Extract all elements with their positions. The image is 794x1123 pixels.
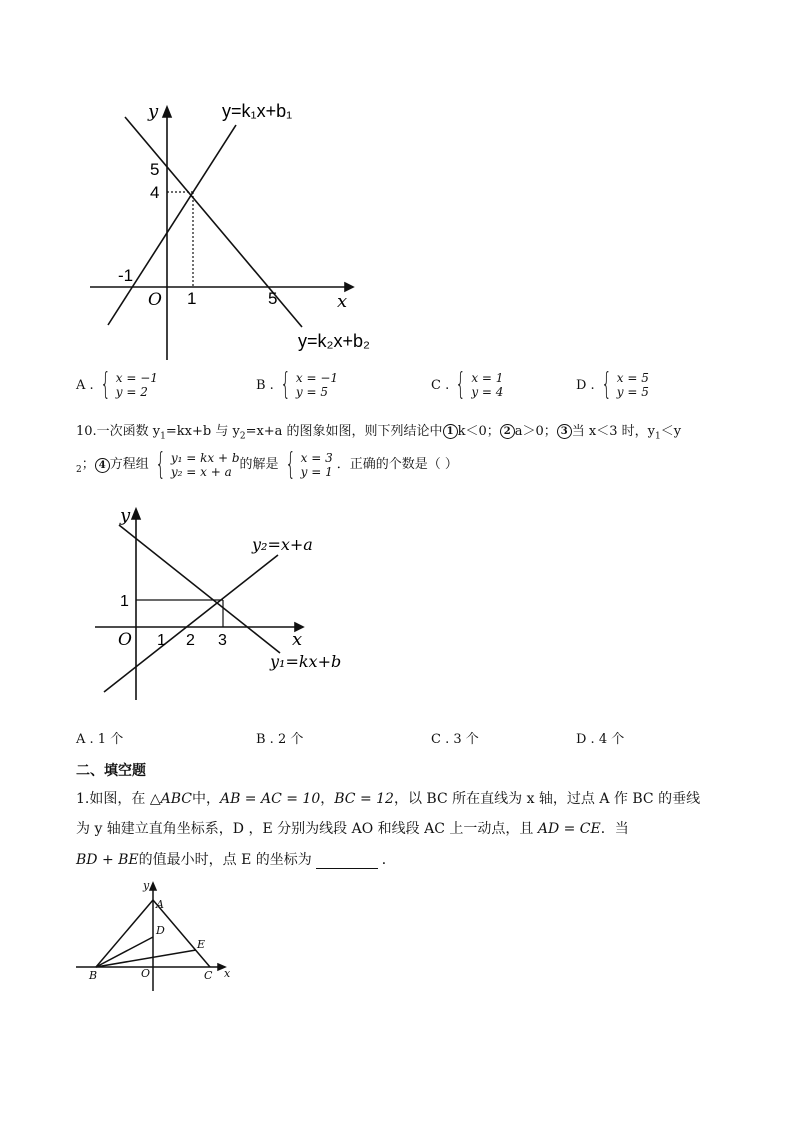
fig2-tick-3: 3 bbox=[218, 632, 227, 649]
brace: { bbox=[155, 447, 166, 482]
system: x = −1 y = 5 bbox=[295, 371, 339, 399]
fig1-line2-label: y=k₂x+b₂ bbox=[298, 331, 371, 351]
answer-blank[interactable] bbox=[316, 854, 378, 869]
label-c: C bbox=[204, 969, 213, 982]
fig1-origin: O bbox=[148, 290, 162, 310]
system-1: y₁ = kx + b y₂ = x + a bbox=[170, 451, 240, 479]
fig1-x-label: x bbox=[337, 291, 348, 312]
q1-line1: 1.如图，在 △ABC中，AB = AC = 10，BC = 12，以 BC 所在直线为 x 轴，过点 A 作 BC 的垂线 bbox=[76, 791, 701, 807]
line-y2 bbox=[104, 555, 278, 692]
fig2-tick-2: 2 bbox=[186, 632, 195, 649]
y-arrow bbox=[150, 883, 156, 890]
label-o: O bbox=[141, 967, 151, 980]
q9-option-a[interactable] bbox=[76, 367, 158, 402]
fig2-y-label: y bbox=[120, 505, 131, 526]
fig1-tick-4: 4 bbox=[150, 183, 160, 202]
x-arrow bbox=[345, 283, 353, 291]
fig2-line-b-label: y₁=kx+b bbox=[270, 652, 342, 671]
option-label: D . bbox=[576, 377, 595, 393]
option-label: A . bbox=[76, 377, 94, 393]
label-y: y bbox=[143, 879, 150, 892]
q10-option-c[interactable]: C . 3 个 bbox=[431, 732, 479, 747]
brace: { bbox=[455, 367, 467, 402]
fig1-y-label: y bbox=[148, 101, 159, 122]
figure-two-lines bbox=[80, 95, 400, 370]
system-2: x = 3 y = 1 bbox=[300, 451, 333, 479]
side-ab bbox=[96, 900, 153, 967]
option-label: C . bbox=[431, 377, 450, 393]
fig2-line-a-label: y₂=x+a bbox=[252, 535, 313, 554]
q10-option-a[interactable]: A . 1 个 bbox=[76, 732, 124, 747]
system: x = 1 y = 4 bbox=[471, 371, 504, 399]
figure-triangle bbox=[70, 878, 240, 998]
fig2-origin: O bbox=[118, 630, 132, 650]
option-label: B . bbox=[256, 377, 274, 393]
brace: { bbox=[280, 367, 291, 402]
q1-line2: 为 y 轴建立直角坐标系，D ，E 分别为线段 AO 和线段 AC 上一动点，且 AD = CE．当 bbox=[76, 821, 629, 837]
label-a: A bbox=[156, 898, 164, 911]
label-e: E bbox=[197, 938, 206, 951]
fig1-tick-1: 1 bbox=[187, 289, 197, 308]
q9-option-d[interactable] bbox=[576, 367, 649, 402]
q10-line1: 10.一次函数 $y_1=kx+b$ 与 $y_2=x+a$ 的图象如图，则下列结论中 1 k＜0； 2 a＞0； 3 当 x＜3 时，$y_1<y$ bbox=[76, 424, 682, 442]
fig1-tick-neg1: -1 bbox=[118, 266, 134, 285]
q9-option-b[interactable] bbox=[256, 367, 339, 402]
label-x: x bbox=[224, 967, 231, 980]
q9-option-c[interactable] bbox=[431, 367, 504, 402]
circled-4: 4 bbox=[95, 458, 110, 473]
q1-line3: BD + BE的值最小时，点 E 的坐标为 ． bbox=[76, 852, 396, 868]
fig2-tick-1: 1 bbox=[157, 632, 166, 649]
circled-1: 1 bbox=[443, 424, 458, 439]
figure-q10 bbox=[90, 505, 350, 705]
fig1-tick-5: 5 bbox=[150, 160, 160, 179]
brace: { bbox=[99, 367, 111, 402]
circled-2: 2 bbox=[500, 424, 515, 439]
fig1-line1-label: y=k₁x+b₁ bbox=[222, 101, 293, 121]
y-arrow bbox=[132, 509, 140, 519]
brace: { bbox=[600, 367, 612, 402]
label-b: B bbox=[89, 969, 98, 982]
label-d: D bbox=[156, 924, 165, 937]
brace: { bbox=[284, 447, 296, 482]
fig1-tick-x5: 5 bbox=[268, 289, 278, 308]
system: x = −1 y = 2 bbox=[115, 371, 158, 399]
y-arrow bbox=[163, 107, 171, 117]
q10-option-d[interactable]: D . 4 个 bbox=[576, 732, 625, 747]
q10-option-b[interactable]: B . 2 个 bbox=[256, 732, 304, 747]
section-title: 二、填空题 bbox=[76, 763, 146, 779]
fig2-tick-y1: 1 bbox=[120, 593, 129, 610]
q10-line2: 2 ； 4 方程组 { y₁ = kx + b y₂ = x + a 的解是 { x = 3 y = 1 ．正确的个数是（ ） bbox=[76, 447, 458, 482]
system: x = 5 y = 5 bbox=[616, 371, 649, 399]
circled-3: 3 bbox=[557, 424, 572, 439]
fig2-x-label: x bbox=[292, 629, 303, 650]
